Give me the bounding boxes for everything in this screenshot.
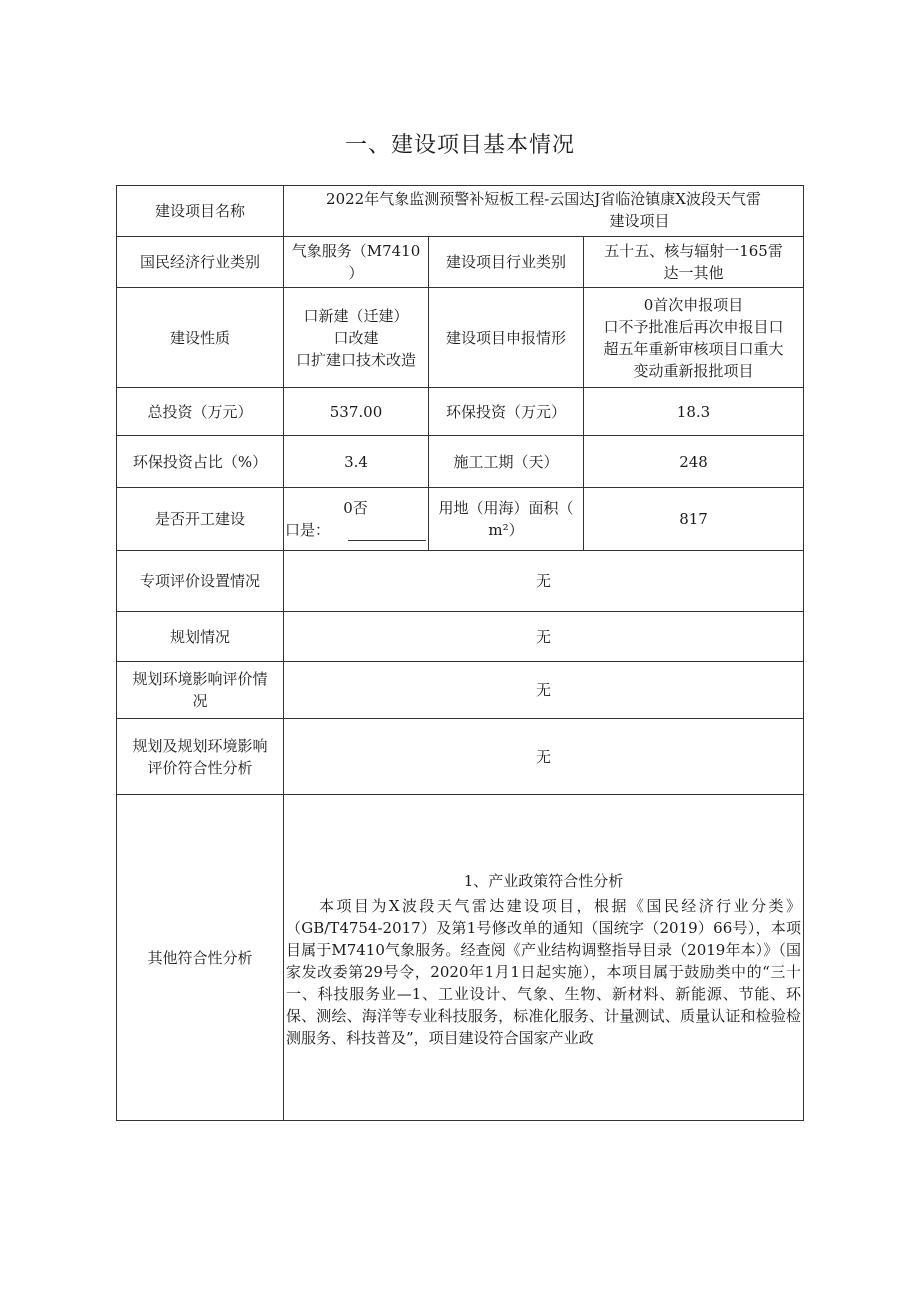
nature-option-new: 口新建（迁建） xyxy=(303,306,409,325)
special-eval-label: 专项评价设置情况 xyxy=(117,551,284,612)
planning-conformity-label-line2: 评价符合性分析 xyxy=(147,758,253,777)
row-started xyxy=(117,488,804,551)
filing-option-3: 超五年重新审核项目口重大 xyxy=(603,339,784,358)
filing-option-4: 变动重新报批项目 xyxy=(633,361,754,380)
row-investment xyxy=(117,388,804,436)
investment-value: 537.00 xyxy=(284,388,429,436)
row-special-eval xyxy=(117,551,804,612)
investment-label: 总投资（万元） xyxy=(117,388,284,436)
land-area-value: 817 xyxy=(584,488,804,551)
nature-option-rebuild: 口改建 xyxy=(333,328,379,347)
land-area-label-line2: m²） xyxy=(488,521,524,539)
row-planning xyxy=(117,612,804,662)
planning-conformity-label-line1: 规划及规划环境影响 xyxy=(132,736,268,755)
project-name-label: 建设项目名称 xyxy=(117,186,284,237)
industry-label: 国民经济行业类别 xyxy=(117,237,284,288)
planning-env-label xyxy=(117,662,284,719)
started-options xyxy=(284,488,429,551)
planning-env-value: 无 xyxy=(284,662,804,719)
industry-policy-heading: 1、产业政策符合性分析 xyxy=(463,871,624,890)
filing-option-1: 0首次申报项目 xyxy=(643,295,744,314)
filing-label: 建设项目申报情形 xyxy=(429,288,584,388)
land-area-label-line1: 用地（用海）面积（ xyxy=(438,499,574,517)
planning-label: 规划情况 xyxy=(117,612,284,662)
filing-option-2: 口不予批准后再次申报目口 xyxy=(603,317,784,336)
project-industry-line2: 达一其他 xyxy=(663,264,724,282)
row-nature xyxy=(117,288,804,388)
row-planning-conformity xyxy=(117,719,804,795)
nature-label: 建设性质 xyxy=(117,288,284,388)
planning-env-label-line1: 规划环境影响评价情 xyxy=(132,670,268,688)
planning-env-label-line2: 况 xyxy=(192,692,208,710)
row-ratio xyxy=(117,436,804,488)
project-industry-line1: 五十五、核与辐射一165雷 xyxy=(604,242,783,260)
project-name-line1: 2022年气象监测预警补短板工程-云国达J省临沧镇康X波段天气雷 xyxy=(326,190,761,208)
filing-options xyxy=(584,288,804,388)
ratio-label: 环保投资占比（%） xyxy=(117,436,284,488)
industry-value-line2: ） xyxy=(348,264,364,282)
env-investment-value: 18.3 xyxy=(584,388,804,436)
row-project-name xyxy=(117,186,804,237)
duration-label: 施工工期（天） xyxy=(429,436,584,488)
started-label: 是否开工建设 xyxy=(117,488,284,551)
row-other-conformity xyxy=(117,795,804,1121)
started-option-yes: 口是： xyxy=(285,521,331,539)
duration-value: 248 xyxy=(584,436,804,488)
project-industry-label: 建设项目行业类别 xyxy=(429,237,584,288)
project-name-value xyxy=(284,186,804,237)
project-industry-value xyxy=(584,237,804,288)
project-name-line2: 建设项目 xyxy=(609,212,670,230)
planning-conformity-label xyxy=(117,719,284,795)
industry-policy-paragraph: 本项目为X波段天气雷达建设项目，根据《国民经济行业分类》（GB/T4754-2017）及第1号修改单的通知（国统字（2019）66号），本项目属于M7410气象服务。经查阅《产业结构调整指导目录（2019年本）》（国家发改委第29号令，2020年1月1日起实施），本项目属于鼓励类中的“三十一、科技服务业—1、工业设计、气象、生物、新材料、新能源、节能、环保、测绘、海洋等专业科技服务，标准化服务、计量测试、质量认证和检验检测服务、科技普及”，项目建设符合国家产业政 xyxy=(286,896,802,1047)
nature-option-expand: 口扩建口技术改造 xyxy=(295,350,416,369)
planning-value: 无 xyxy=(284,612,804,662)
started-option-no: 0否 xyxy=(343,499,368,517)
industry-value xyxy=(284,237,429,288)
planning-conformity-value: 无 xyxy=(284,719,804,795)
project-info-table xyxy=(116,185,804,1121)
other-conformity-body xyxy=(284,795,804,1121)
started-date-blank xyxy=(348,526,426,541)
row-industry xyxy=(117,237,804,288)
other-conformity-label: 其他符合性分析 xyxy=(117,795,284,1121)
industry-value-line1: 气象服务（M7410 xyxy=(291,242,421,260)
page-title: 一、建设项目基本情况 xyxy=(344,133,575,158)
ratio-value: 3.4 xyxy=(284,436,429,488)
started-option-yes-wrap xyxy=(285,519,426,541)
nature-options xyxy=(284,288,429,388)
env-investment-label: 环保投资（万元） xyxy=(429,388,584,436)
row-planning-env xyxy=(117,662,804,719)
special-eval-value: 无 xyxy=(284,551,804,612)
land-area-label xyxy=(429,488,584,551)
